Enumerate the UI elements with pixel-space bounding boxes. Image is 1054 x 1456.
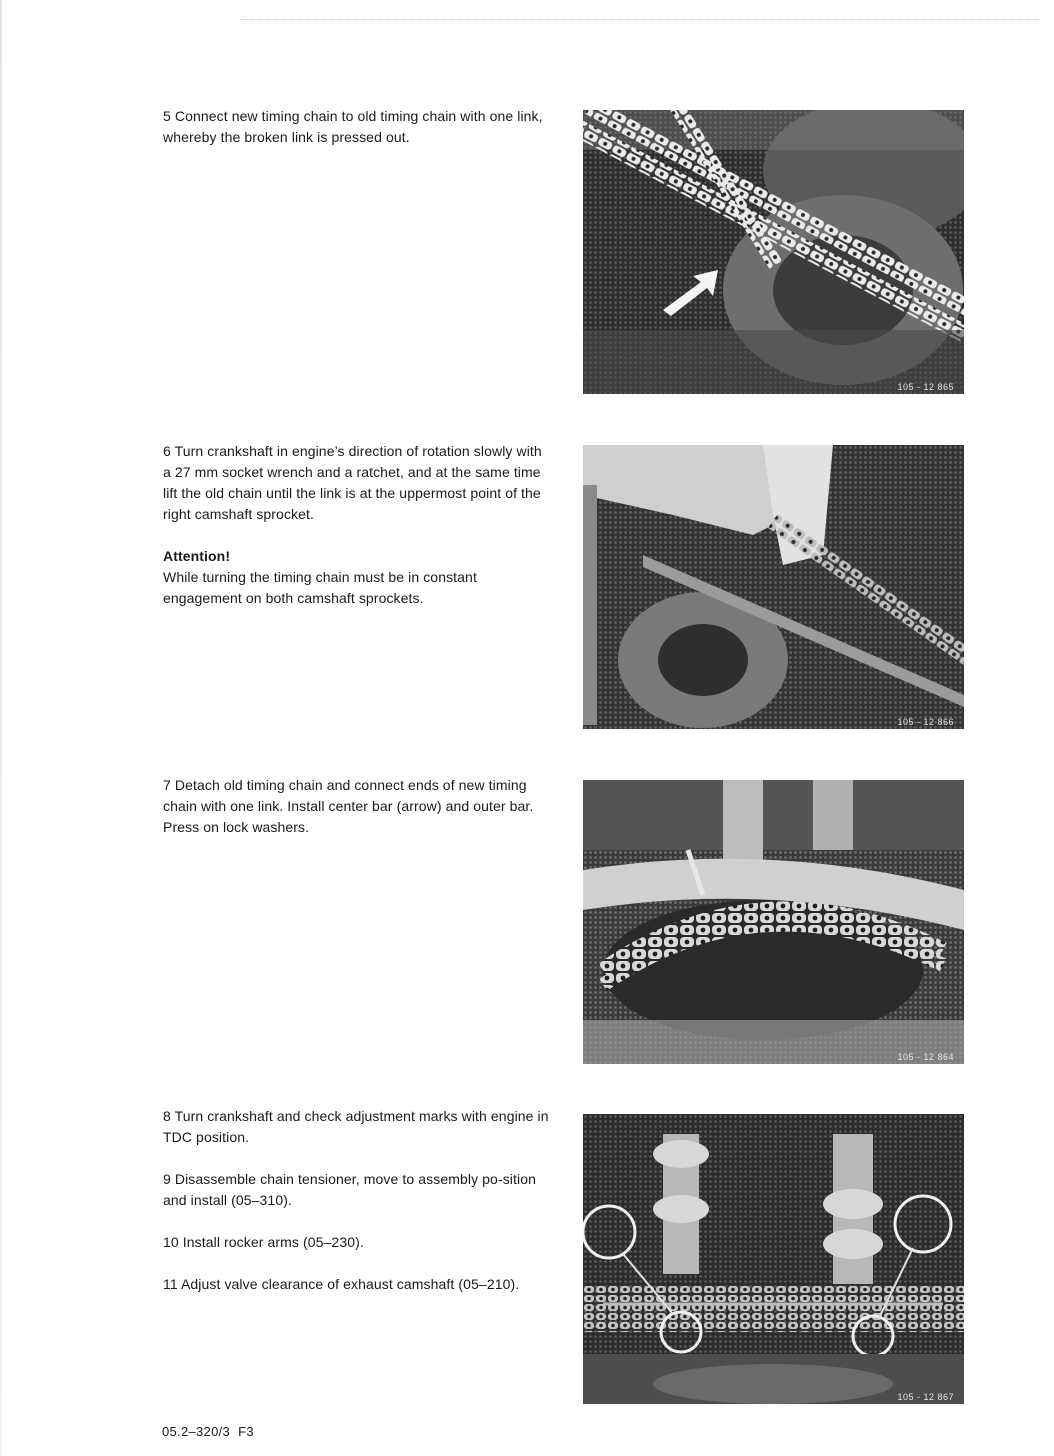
step-5-text: 5 Connect new timing chain to old timing chain with one link, whereby the broken link is pressed out.: [163, 108, 543, 145]
photo-camshaft-marks: [583, 1114, 964, 1404]
photo-chain-link-arrow: [583, 110, 964, 394]
step-5: [163, 106, 553, 169]
page-footer: [162, 1424, 254, 1439]
photo-lift-chain: [583, 445, 964, 729]
attention-text: While turning the timing chain must be in constant engagement on both camshaft sprockets.: [163, 569, 477, 606]
photo-number: 105 - 12 865: [897, 382, 954, 392]
step-7-text: 7 Detach old timing chain and connect ends of new timing chain with one link. Install center bar (arrow) and outer bar. Press on lock washers.: [163, 777, 534, 835]
page-left-edge: [0, 0, 2, 1456]
step-8-text: 8 Turn crankshaft and check adjustment marks with engine in TDC position.: [163, 1108, 549, 1145]
step-9-text: 9 Disassemble chain tensioner, move to assembly po-sition and install (05–310).: [163, 1171, 536, 1208]
step-6: [163, 441, 553, 630]
attention-heading: Attention!: [163, 548, 231, 564]
photo-number: 105 - 12 867: [897, 1392, 954, 1402]
top-dotted-rule: [240, 19, 1040, 20]
photo-number: 105 - 12 866: [897, 717, 954, 727]
photo-number: 105 - 12 864: [897, 1052, 954, 1062]
page-code: 05.2–320/3: [162, 1424, 231, 1439]
photo-connect-chain-ends: [583, 780, 964, 1064]
step-6-text: 6 Turn crankshaft in engine’s direction of rotation slowly with a 27 mm socket wrench and a ratchet, and at the same time lift the old chain until the link is at the uppermost point of the right camshaft sprocket.: [163, 443, 542, 522]
step-7: [163, 775, 553, 859]
section-code: F3: [238, 1424, 254, 1439]
step-10-text: 10 Install rocker arms (05–230).: [163, 1234, 364, 1250]
steps-8-to-11: [163, 1106, 553, 1316]
step-11-text: 11 Adjust valve clearance of exhaust camshaft (05–210).: [163, 1276, 520, 1292]
